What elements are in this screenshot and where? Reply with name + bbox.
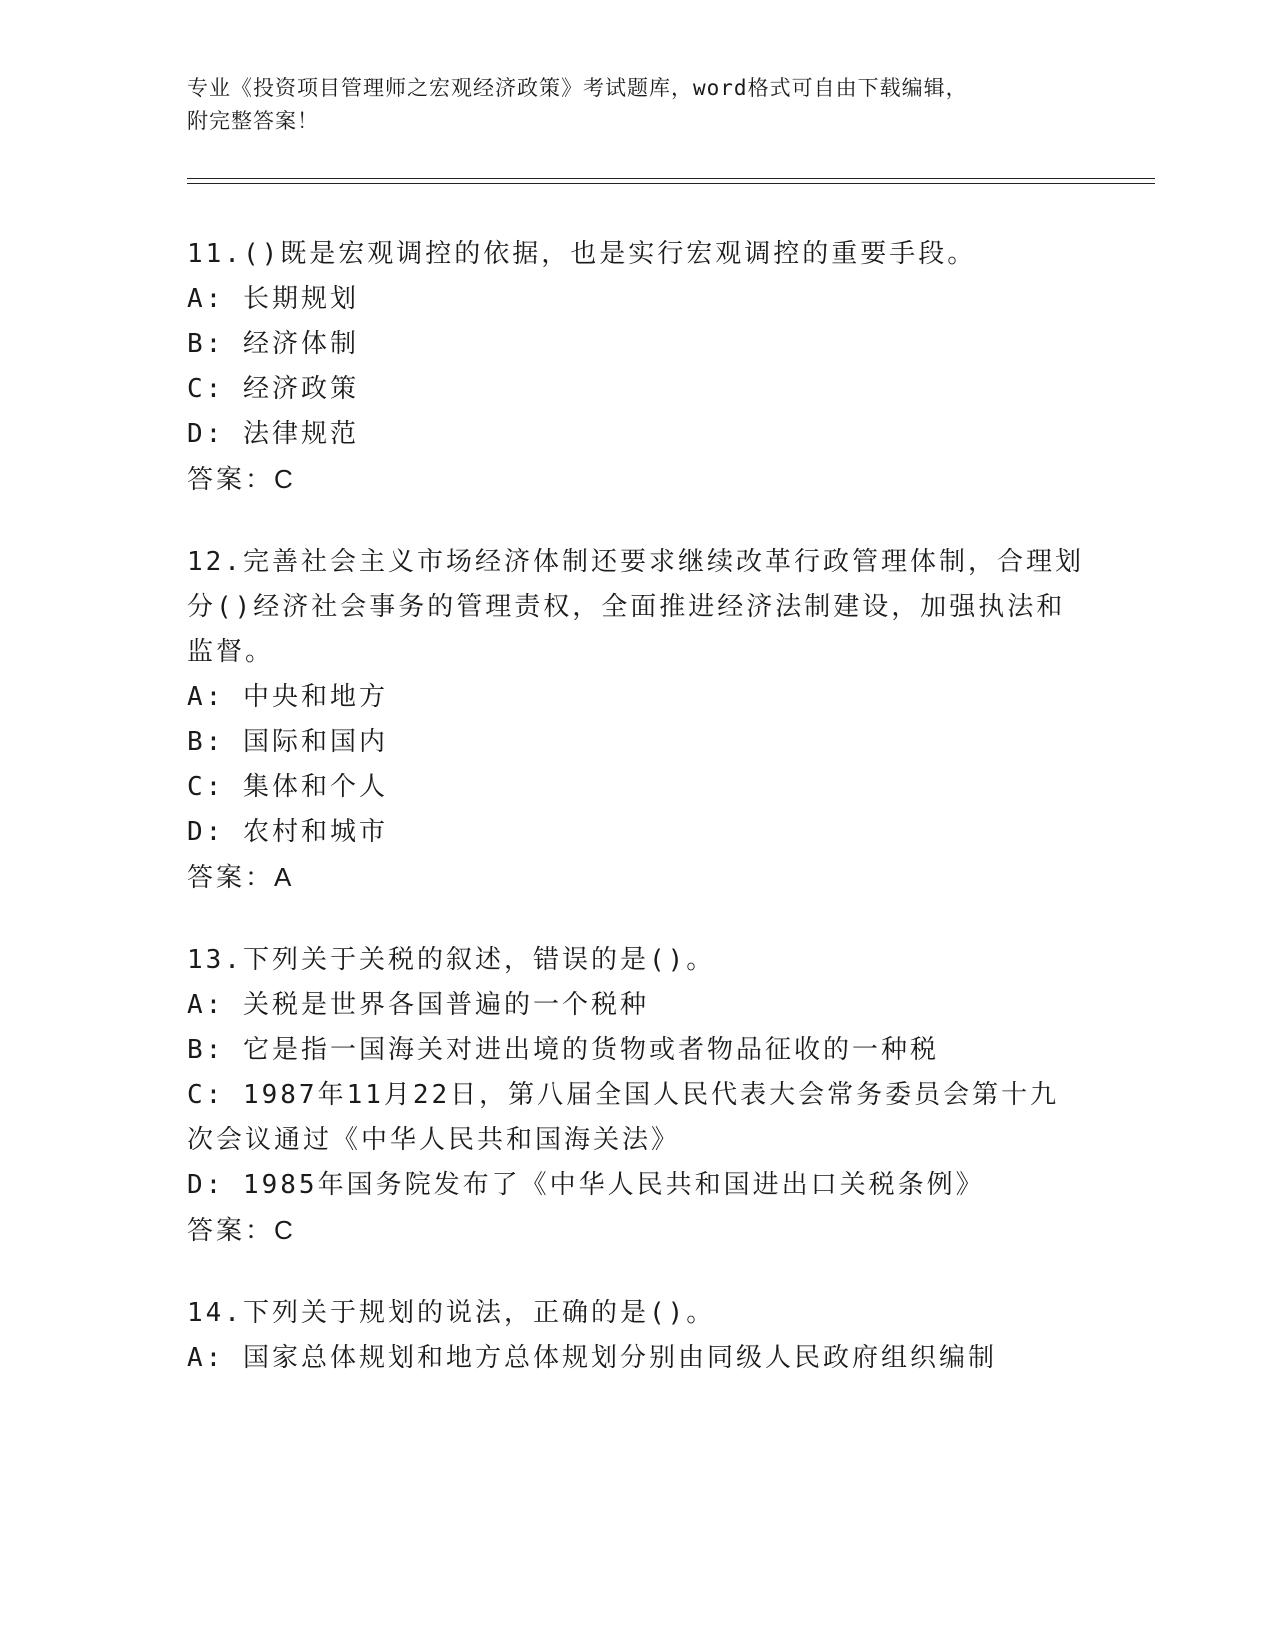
- option-a: A: 中央和地方: [187, 682, 388, 712]
- option-d: D: 农村和城市: [187, 817, 388, 847]
- question-stem: 11.()既是宏观调控的依据，也是实行宏观调控的重要手段。: [187, 239, 977, 269]
- question-13: [187, 938, 1087, 1253]
- option-a: A: 关税是世界各国普遍的一个税种: [187, 990, 649, 1020]
- option-c: C: 集体和个人: [187, 772, 388, 802]
- option-c: C: 1987年11月22日，第八届全国人民代表大会常务委员会第十九次会议通过《中华人民共和国海关法》: [187, 1080, 1060, 1155]
- question-stem: 12.完善社会主义市场经济体制还要求继续改革行政管理体制，合理划分()经济社会事务的管理责权，全面推进经济法制建设，加强执法和监督。: [187, 547, 1084, 667]
- option-a: A: 国家总体规划和地方总体规划分别由同级人民政府组织编制: [187, 1343, 997, 1373]
- header-rule-top: [187, 178, 1155, 179]
- question-11: [187, 232, 1087, 502]
- question-12: [187, 540, 1087, 900]
- option-d: D: 1985年国务院发布了《中华人民共和国进出口关税条例》: [187, 1170, 985, 1200]
- option-a: A: 长期规划: [187, 284, 359, 314]
- answer: 答案：C: [187, 464, 296, 494]
- option-b: B: 它是指一国海关对进出境的货物或者物品征收的一种税: [187, 1035, 939, 1065]
- answer: 答案：C: [187, 1215, 296, 1245]
- question-stem: 14.下列关于规划的说法，正确的是()。: [187, 1298, 716, 1328]
- header-line-2: 附完整答案！: [187, 109, 319, 133]
- header-line-1: 专业《投资项目管理师之宏观经济政策》考试题库，word格式可自由下载编辑，: [187, 76, 968, 100]
- document-header: [187, 72, 1087, 138]
- header-rule-bottom: [187, 183, 1155, 184]
- option-b: B: 国际和国内: [187, 727, 388, 757]
- question-list: [187, 232, 1087, 1419]
- option-b: B: 经济体制: [187, 329, 359, 359]
- question-stem: 13.下列关于关税的叙述，错误的是()。: [187, 945, 716, 975]
- question-14: [187, 1291, 1087, 1381]
- option-d: D: 法律规范: [187, 419, 359, 449]
- option-c: C: 经济政策: [187, 374, 359, 404]
- answer: 答案：A: [187, 862, 295, 892]
